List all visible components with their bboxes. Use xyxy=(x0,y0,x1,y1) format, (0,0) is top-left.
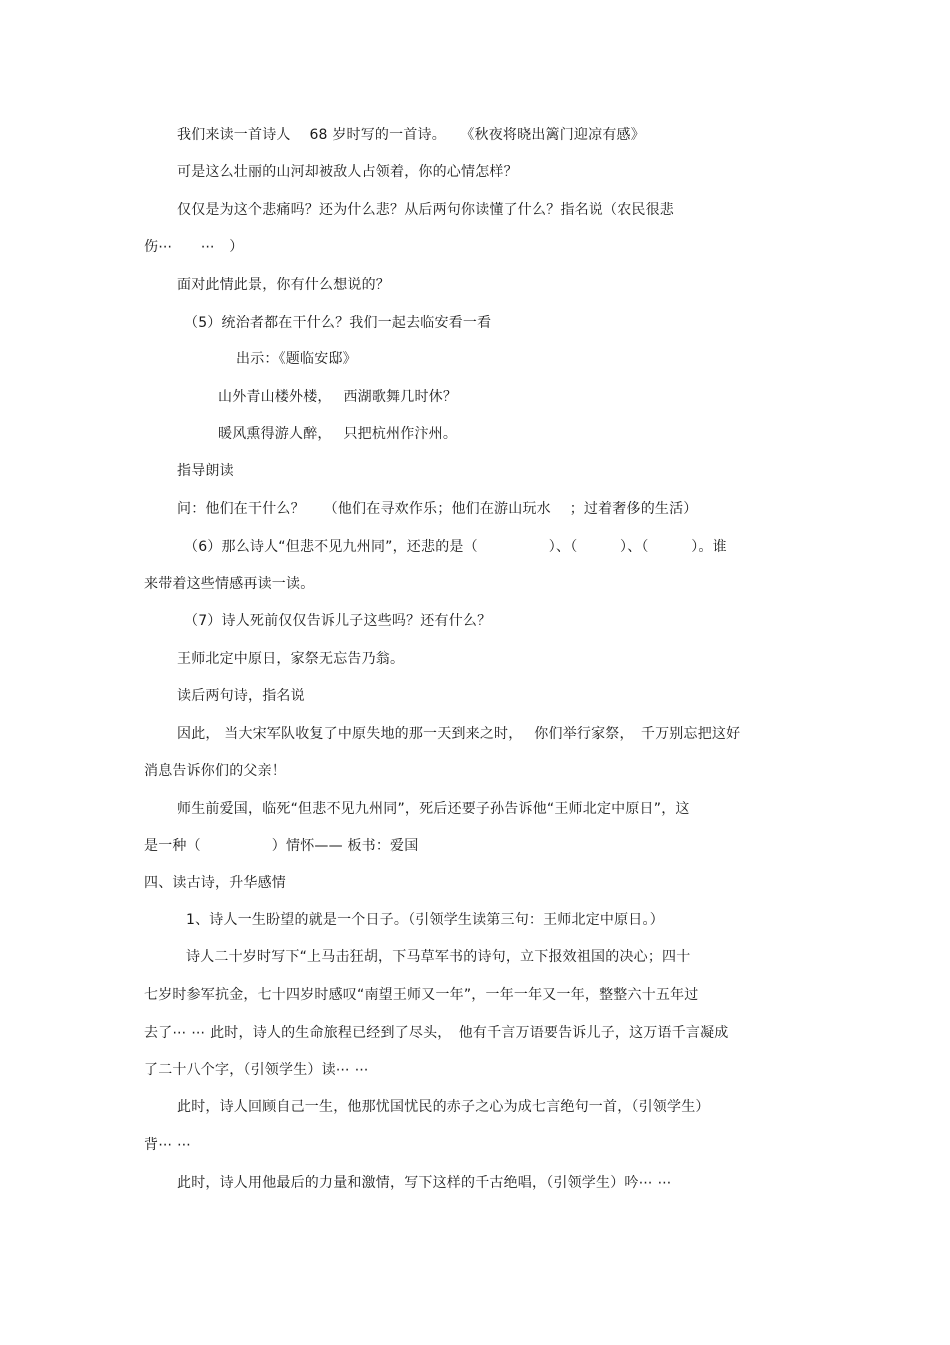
text-line-20: 是一种（ ）情怀—— 板书：爱国 xyxy=(144,838,419,854)
text-line-17: 因此， 当大宋军队收复了中原失地的那一天到来之时， 你们举行家祭， 千万别忘把这好 xyxy=(177,726,741,742)
text-line-22: 1、诗人一生盼望的就是一个日子。（引领学生读第三句：王师北定中原日。） xyxy=(186,912,664,928)
text-line-5: 面对此情此景，你有什么想说的？ xyxy=(177,277,390,293)
text-line-26: 了二十八个字，（引领学生）读⋯ ⋯ xyxy=(144,1062,369,1078)
text-line-18: 消息告诉你们的父亲！ xyxy=(144,763,286,779)
text-line-13: 来带着这些情感再读一读。 xyxy=(144,576,315,592)
section-heading: 四、读古诗，升华感情 xyxy=(144,875,286,891)
text-line-12: （6）那么诗人“但悲不见九州同”，还悲的是（ ）、（ ）、（ ）。谁 xyxy=(184,539,727,555)
text-line-14: （7）诗人死前仅仅告诉儿子这些吗？还有什么？ xyxy=(184,613,492,629)
poem-line-1: 山外青山楼外楼， 西湖歌舞几时休？ xyxy=(218,389,458,405)
text-line-10: 指导朗读 xyxy=(177,463,234,479)
text-line-28: 背⋯ ⋯ xyxy=(144,1137,192,1153)
text-line-16: 读后两句诗，指名说 xyxy=(177,688,305,704)
text-line-23: 诗人二十岁时写下“上马击狂胡，下马草军书的诗句，立下报效祖国的决心；四十 xyxy=(186,949,691,965)
text-line-4: 伤⋯ ⋯ ） xyxy=(144,239,244,255)
text-line-15: 王师北定中原日，家祭无忘告乃翁。 xyxy=(177,651,405,667)
text-line-19: 师生前爱国，临死“但悲不见九州同”，死后还要子孙告诉他“王师北定中原日”，这 xyxy=(177,801,690,817)
text-line-27: 此时，诗人回顾自己一生，他那忧国忧民的赤子之心为成七言绝句一首，（引领学生） xyxy=(177,1099,710,1115)
text-line-7: 出示：《题临安邸》 xyxy=(236,351,357,367)
text-line-25: 去了⋯ ⋯ 此时，诗人的生命旅程已经到了尽头， 他有千言万语要告诉儿子，这万语千言凝成 xyxy=(144,1025,729,1041)
text-line-2: 可是这么壮丽的山河却被敌人占领着，你的心情怎样？ xyxy=(177,164,518,180)
text-line-3: 仅仅是为这个悲痛吗？还为什么悲？从后两句你读懂了什么？指名说（农民很悲 xyxy=(177,202,674,218)
text-line-11: 问：他们在干什么？ （他们在寻欢作乐；他们在游山玩水 ；过着奢侈的生活） xyxy=(177,501,698,517)
text-line-1: 我们来读一首诗人 68 岁时写的一首诗。 《秋夜将晓出篱门迎凉有感》 xyxy=(177,127,645,143)
text-line-24: 七岁时参军抗金，七十四岁时感叹“南望王师又一年”，一年一年又一年，整整六十五年过 xyxy=(144,987,699,1003)
text-line-29: 此时，诗人用他最后的力量和激情，写下这样的千古绝唱，（引领学生）吟⋯ ⋯ xyxy=(177,1175,672,1191)
text-line-6: （5）统治者都在干什么？我们一起去临安看一看 xyxy=(184,315,492,331)
poem-line-2: 暖风熏得游人醉， 只把杭州作汴州。 xyxy=(218,426,458,442)
